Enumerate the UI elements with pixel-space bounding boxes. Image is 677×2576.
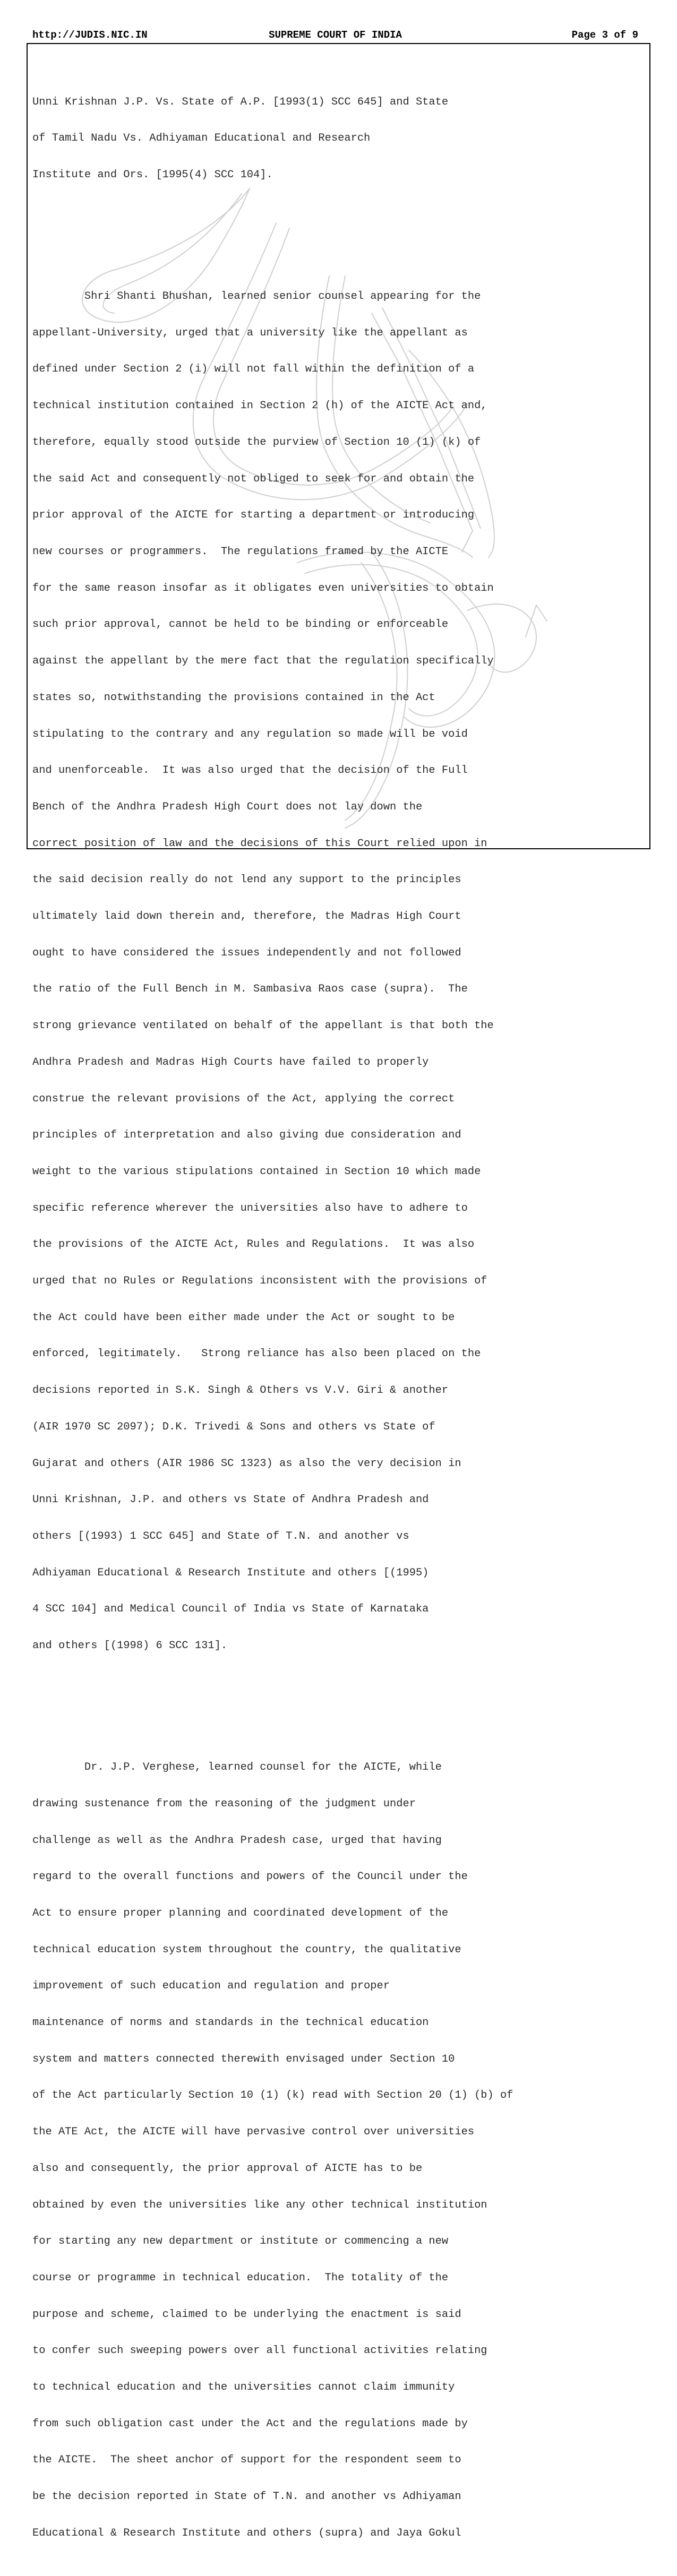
text-line: also and consequently, the prior approval of AICTE has to be: [32, 2162, 423, 2175]
text-line: drawing sustenance from the reasoning of the judgment under: [32, 1797, 416, 1810]
text-line: defined under Section 2 (i) will not fall within the definition of a: [32, 363, 475, 376]
text-line: principles of interpretation and also giving due consideration and: [32, 1129, 461, 1142]
text-line: the ATE Act, the AICTE will have pervasive control over universities: [32, 2126, 475, 2139]
text-line: ought to have considered the issues independently and not followed: [32, 946, 461, 959]
text-line: maintenance of norms and standards in the technical education: [32, 2017, 429, 2029]
text-line: Bench of the Andhra Pradesh High Court does not lay down the: [32, 800, 423, 813]
page-header: [32, 29, 638, 42]
text-line: Adhiyaman Educational & Research Institute and others [(1995): [32, 1566, 429, 1579]
text-line: the said Act and consequently not obliged to seek for and obtain the: [32, 472, 475, 485]
text-line: weight to the various stipulations contained in Section 10 which made: [32, 1165, 481, 1178]
text-line: specific reference wherever the universities also have to adhere to: [32, 1202, 468, 1214]
text-line: stipulating to the contrary and any regulation so made will be void: [32, 728, 468, 740]
paragraph-citation-continuation: [32, 72, 643, 206]
text-line: obtained by even the universities like any other technical institution: [32, 2199, 487, 2211]
paragraph-gap: [32, 230, 643, 243]
text-line: Educational & Research Institute and others (supra) and Jaya Gokul: [32, 2527, 461, 2539]
text-line: Shri Shanti Bhushan, learned senior counsel appearing for the: [32, 290, 481, 303]
text-line: technical education system throughout the country, the qualitative: [32, 1943, 461, 1956]
text-line: be the decision reported in State of T.N. and another vs Adhiyaman: [32, 2491, 461, 2503]
text-line: improvement of such education and regulation and proper: [32, 1980, 390, 1993]
text-line: the ratio of the Full Bench in M. Sambasiva Raos case (supra). The: [32, 983, 468, 996]
text-line: regard to the overall functions and powers of the Council under the: [32, 1871, 468, 1883]
text-line: technical institution contained in Section 2 (h) of the AICTE Act and,: [32, 400, 487, 412]
text-line: and unenforceable. It was also urged that the decision of the Full: [32, 764, 468, 777]
text-line: purpose and scheme, claimed to be underlying the enactment is said: [32, 2308, 461, 2321]
text-line: to technical education and the universities cannot claim immunity: [32, 2381, 455, 2394]
text-line: for starting any new department or institute or commencing a new: [32, 2235, 449, 2248]
text-line: of Tamil Nadu Vs. Adhiyaman Educational and Research: [32, 132, 371, 145]
text-line: system and matters connected therewith envisaged under Section 10: [32, 2053, 455, 2065]
text-line: such prior approval, cannot be held to be binding or enforceable: [32, 618, 449, 631]
text-line: (AIR 1970 SC 2097); D.K. Trivedi & Sons and others vs State of: [32, 1420, 435, 1433]
text-line: Act to ensure proper planning and coordinated development of the: [32, 1907, 449, 1919]
text-line: Unni Krishnan J.P. Vs. State of A.P. [1993(1) SCC 645] and State: [32, 96, 449, 108]
text-line: Unni Krishnan, J.P. and others vs State of Andhra Pradesh and: [32, 1494, 429, 1506]
text-line: others [(1993) 1 SCC 645] and State of T.N. and another vs: [32, 1530, 409, 1543]
text-line: 4 SCC 104] and Medical Council of India vs State of Karnataka: [32, 1603, 429, 1616]
court-title: SUPREME COURT OF INDIA: [269, 29, 402, 41]
text-line: appellant-University, urged that a university like the appellant as: [32, 326, 468, 339]
paragraph-respondent-argument: [32, 1737, 643, 2564]
text-line: construe the relevant provisions of the Act, applying the correct: [32, 1092, 455, 1105]
text-line: from such obligation cast under the Act and the regulations made by: [32, 2417, 468, 2430]
text-line: the AICTE. The sheet anchor of support for the respondent seem to: [32, 2454, 461, 2467]
text-line: the said decision really do not lend any support to the principles: [32, 874, 461, 886]
text-line: Institute and Ors. [1995(4) SCC 104].: [32, 169, 273, 182]
source-url[interactable]: http://JUDIS.NIC.IN: [32, 29, 148, 41]
text-line: for the same reason insofar as it obligates even universities to obtain: [32, 582, 494, 595]
page-number: Page 3 of 9: [571, 29, 638, 41]
text-line: decisions reported in S.K. Singh & Others vs V.V. Giri & another: [32, 1384, 449, 1397]
document-body: [32, 48, 643, 2576]
text-line: urged that no Rules or Regulations inconsistent with the provisions of: [32, 1275, 487, 1288]
text-line: correct position of law and the decisions of this Court relied upon in: [32, 837, 487, 850]
text-line: the provisions of the AICTE Act, Rules and Regulations. It was also: [32, 1238, 475, 1251]
text-line: course or programme in technical education. The totality of the: [32, 2271, 449, 2284]
text-line: Gujarat and others (AIR 1986 SC 1323) as also the very decision in: [32, 1457, 461, 1470]
text-line: ultimately laid down therein and, therefore, the Madras High Court: [32, 910, 461, 923]
text-line: states so, notwithstanding the provisions contained in the Act: [32, 691, 435, 704]
paragraph-gap: [32, 1701, 643, 1713]
text-line: new courses or programmers. The regulations framed by the AICTE: [32, 545, 449, 558]
text-line: to confer such sweeping powers over all functional activities relating: [32, 2345, 487, 2357]
text-line: strong grievance ventilated on behalf of the appellant is that both the: [32, 1020, 494, 1032]
text-line: against the appellant by the mere fact that the regulation specifically: [32, 655, 494, 668]
text-line: enforced, legitimately. Strong reliance has also been placed on the: [32, 1348, 481, 1360]
paragraph-appellant-argument: [32, 266, 643, 1677]
text-line: prior approval of the AICTE for starting a department or introducing: [32, 509, 475, 522]
text-line: Dr. J.P. Verghese, learned counsel for the AICTE, while: [32, 1761, 442, 1774]
text-line: and others [(1998) 6 SCC 131].: [32, 1640, 228, 1652]
text-line: of the Act particularly Section 10 (1) (k) read with Section 20 (1) (b) of: [32, 2089, 513, 2102]
text-line: the Act could have been either made under the Act or sought to be: [32, 1311, 455, 1324]
text-line: therefore, equally stood outside the purview of Section 10 (1) (k) of: [32, 436, 481, 449]
text-line: challenge as well as the Andhra Pradesh case, urged that having: [32, 1834, 442, 1847]
text-line: Andhra Pradesh and Madras High Courts have failed to properly: [32, 1056, 429, 1069]
